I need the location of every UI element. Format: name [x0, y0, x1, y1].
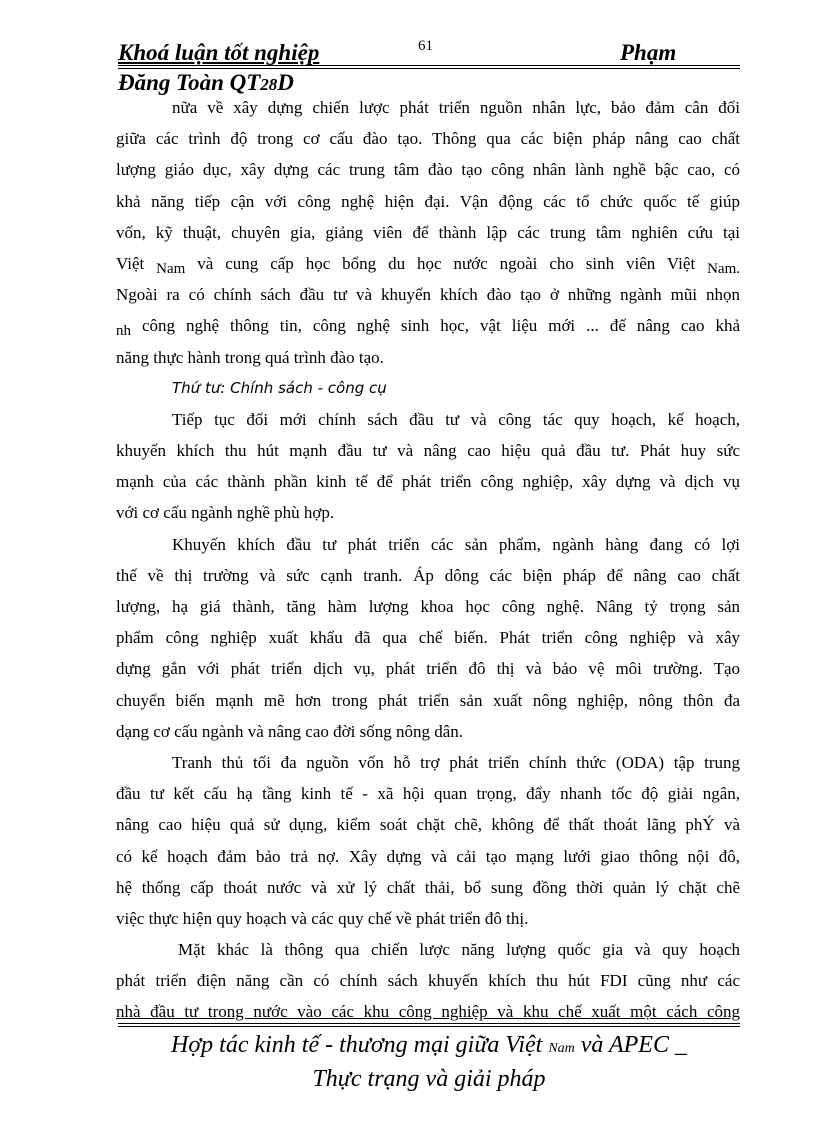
paragraph-line: nâng cao hiệu quả sử dụng, kiểm soát chặt chẽ, không để thất thoát lãng phÝ và [116, 815, 740, 835]
text-run: và cung cấp học bổng du học nước ngoài cho sinh viên Việt [197, 253, 696, 273]
paragraph-line: đầu tư kết cấu hạ tầng kinh tế - xã hội quan trọng, đẩy nhanh tốc độ giải ngân, [116, 784, 740, 804]
paragraph-line [116, 310, 740, 341]
header-class-number: 28 [260, 75, 278, 94]
paragraph-line: lượng, hạ giá thành, tăng hàm lượng khoa học công nghệ. Nâng tỷ trọng sản [116, 597, 740, 616]
header-class-suffix: D [277, 70, 294, 95]
paragraph-line: chuyển biến mạnh mẽ hơn trong phát triển sản xuất nông nghiệp, nông thôn đa [116, 690, 740, 710]
paragraph-line: khả năng tiếp cận với công nghệ hiện đại. Vận động các tổ chức quốc tế giúp [116, 191, 740, 211]
body-text [116, 92, 740, 1028]
paragraph-line: Ngoài ra có chính sách đầu tư và khuyến khích đào tạo ở những ngành mũi nhọn [116, 285, 740, 305]
page-number: 61 [418, 38, 433, 54]
paragraph-line: mạnh của các thành phần kinh tế để phát triển công nghiệp, xây dựng và dịch vụ [116, 472, 740, 492]
paragraph-line: Tiếp tục đổi mới chính sách đầu tư và công tác quy hoạch, kế hoạch, [172, 409, 740, 429]
footer-text: và APEC _ [580, 1032, 687, 1058]
text-run-subscript: nh [116, 323, 131, 340]
footer-text-small: Nam [548, 1041, 575, 1056]
footer-rule [118, 1023, 740, 1024]
footer-line-2: Thực trạng và giải pháp [312, 1066, 546, 1092]
paragraph-line: việc thực hiện quy hoạch và các quy chế về phát triển đô thị. [116, 908, 529, 928]
footer-line-1 [118, 1030, 740, 1064]
paragraph-line: dạng cơ cấu ngành và nâng cao đời sống nông dân. [116, 721, 464, 741]
text-run-subscript: Nam [156, 260, 186, 277]
paragraph-line: Mặt khác là thông qua chiến lược năng lượng quốc gia và quy hoạch [178, 940, 740, 960]
header-rule-thin [118, 68, 740, 69]
paragraph-line: thế về thị trường và sức cạnh tranh. Áp dông các biện pháp để nâng cao chất [116, 565, 740, 585]
paragraph-line: khuyến khích thu hút mạnh đầu tư và nâng cao hiệu quả đầu tư. Phát huy sức [116, 441, 740, 461]
paragraph-line: giữa các trình độ trong cơ cấu đào tạo. Thông qua các biện pháp nâng cao chất [116, 129, 740, 149]
header-author: Phạm [620, 40, 677, 65]
paragraph-line: phẩm công nghiệp xuất khẩu đã qua chế biến. Phát triển công nghiệp và xây [116, 628, 740, 648]
paragraph-line: năng thực hành trong quá trình đào tạo. [116, 347, 384, 367]
paragraph-line: với cơ cấu ngành nghề phù hợp. [116, 503, 335, 523]
header-author-name: Đăng Toàn QT [118, 70, 261, 95]
paragraph-line: phát triển điện năng cần có chính sách khuyến khích thu hút FDI cũng như các [116, 971, 740, 991]
paragraph-line: nhà đầu tư trong nước vào các khu công nghiệp và khu chế xuất một cách công [116, 1002, 740, 1022]
paragraph-line: Khuyến khích đầu tư phát triển các sản phẩm, ngành hàng đang có lợi [172, 534, 740, 554]
paragraph-line [116, 248, 740, 279]
text-run: công nghệ thông tin, công nghệ sinh học, vật liệu mới ... để nâng cao khả [141, 316, 740, 336]
paragraph-line: dựng gắn với phát triển dịch vụ, phát triển đô thị và bảo vệ môi trường. Tạo [116, 659, 740, 679]
paragraph-line: nữa về xây dựng chiến lược phát triển nguồn nhân lực, bảo đảm cân đối [172, 98, 740, 117]
paragraph-line: vốn, kỹ thuật, chuyên gia, giảng viên để thành lập các trung tâm nghiên cứu tại [116, 222, 740, 242]
text-run-subscript: Nam. [707, 260, 741, 277]
footer [118, 1030, 740, 1094]
section-subheading: Thứ tư: Chính sách - công cụ [172, 378, 387, 397]
header-rule [118, 65, 740, 66]
footer-text: Hợp tác kinh tế - thương mại giữa Việt [171, 1032, 543, 1058]
footer-rule-thin [118, 1026, 740, 1027]
paragraph-line: lượng giáo dục, xây dựng các trung tâm đào tạo công nhân lành nghề bậc cao, có [116, 160, 740, 180]
paragraph-line: có kế hoạch đảm bảo trả nợ. Xây dựng và cải tạo mạng lưới giao thông nội đô, [116, 846, 740, 866]
text-run: Việt [116, 253, 145, 273]
header-title: Khoá luận tốt nghiệp [118, 40, 320, 65]
paragraph-line: Tranh thủ tối đa nguồn vốn hỗ trợ phát triển chính thức (ODA) tập trung [172, 752, 740, 772]
paragraph-line: hệ thống cấp thoát nước và xử lý chất thải, bổ sung đồng thời quản lý chặt chẽ [116, 877, 740, 897]
